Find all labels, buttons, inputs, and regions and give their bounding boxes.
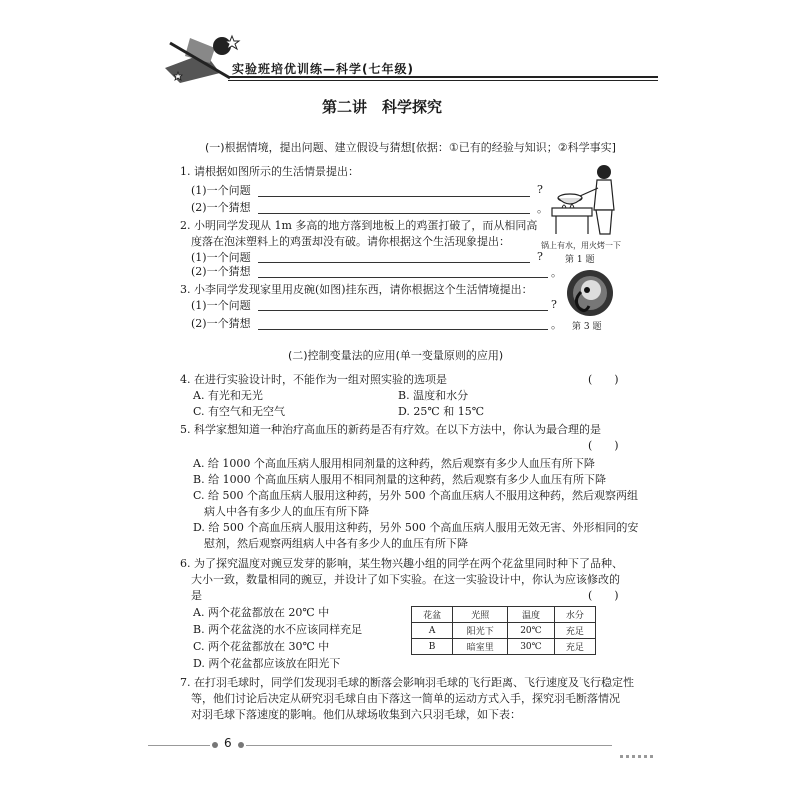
question-3-answer-1-label: (1)一个问题: [191, 299, 251, 312]
question-7-line-1: 7. 在打羽毛球时，同学们发现羽毛球的断落会影响羽毛球的飞行距离、飞行速度及飞行稳定性: [180, 676, 634, 689]
header-rule-thin: [228, 80, 658, 81]
footer-rule-left: [148, 745, 210, 746]
footer-rule-right: [246, 745, 612, 746]
page-title: 第二讲 科学探究: [322, 98, 443, 116]
table-cell: 充足: [554, 623, 595, 639]
question-3-answer-1-line[interactable]: [258, 310, 548, 311]
question-3-answer-2-line[interactable]: [258, 329, 548, 330]
table-cell: B: [412, 639, 453, 655]
question-6-answer-paren[interactable]: ( ): [588, 589, 619, 602]
question-2-stem-1: 2. 小明同学发现从 1m 多高的地方落到地板上的鸡蛋打破了，而从相同高: [180, 219, 538, 232]
question-5-answer-paren[interactable]: ( ): [588, 439, 619, 452]
figure-1-caption: 锅上有水，用火烤一下: [541, 241, 621, 250]
table-header-cell: 水分: [554, 607, 595, 623]
section-heading-2: (二)控制变量法的应用(单一变量原则的应用): [288, 349, 504, 362]
table-header-row: [412, 607, 596, 623]
table-header-cell: 温度: [508, 607, 555, 623]
question-6-option-c: C. 两个花盆都放在 30℃ 中: [193, 640, 330, 653]
question-6-stem-2: 大小一致，数量相同的豌豆，并设计了如下实验。在这一实验设计中，你认为应该修改的: [180, 573, 620, 586]
figure-1-cooking-illustration: [548, 162, 623, 242]
question-6-stem-1: 6. 为了探究温度对豌豆发芽的影响，某生物兴趣小组的同学在两个花盆里同时种下了品种、: [180, 557, 623, 570]
table-row: [412, 639, 596, 655]
question-3-answer-1-end: ?: [551, 298, 557, 311]
question-2-answer-1-label: (1)一个问题: [191, 251, 251, 264]
question-2-answer-1-end: ?: [537, 250, 543, 263]
footer-dot: [238, 742, 244, 748]
question-4-option-d: D. 25℃ 和 15℃: [398, 405, 485, 418]
question-4-option-c: C. 有空气和无空气: [193, 405, 286, 418]
question-3-answer-2-label: (2)一个猜想: [191, 317, 251, 330]
table-cell: 30℃: [508, 639, 555, 655]
figure-1-label: 第 1 题: [565, 255, 595, 265]
table-cell: 阳光下: [453, 623, 508, 639]
question-2-answer-2-line[interactable]: [258, 277, 548, 278]
question-3-stem: 3. 小李同学发现家里用皮碗(如图)挂东西，请你根据这个生活情境提出：: [180, 283, 533, 296]
question-6-table: [411, 606, 596, 655]
table-cell: A: [412, 623, 453, 639]
question-6-option-a: A. 两个花盆都放在 20℃ 中: [193, 606, 330, 619]
question-4-answer-paren[interactable]: ( ): [588, 373, 619, 386]
question-4-stem: 4. 在进行实验设计时，不能作为一组对照实验的选项是: [180, 373, 447, 386]
table-header-cell: 花盆: [412, 607, 453, 623]
figure-3-label: 第 3 题: [572, 322, 602, 332]
footer-dots: [620, 743, 656, 762]
table-cell: 20℃: [508, 623, 555, 639]
question-4-option-b: B. 温度和水分: [398, 389, 469, 402]
footer-dot: [212, 742, 218, 748]
question-1-answer-1-line[interactable]: [258, 196, 530, 197]
question-6-option-d: D. 两个花盆都应该放在阳光下: [193, 657, 341, 670]
question-2-answer-1-line[interactable]: [258, 262, 530, 263]
header-rule: [228, 76, 658, 78]
header-title: 实验班培优训练—科学(七年级): [232, 62, 414, 76]
question-5-option-b: B. 给 1000 个高血压病人服用不相同剂量的这种药，然后观察有多少人血压有所下降: [193, 473, 607, 486]
page-number: 6: [224, 736, 232, 750]
question-5-option-a: A. 给 1000 个高血压病人服用相同剂量的这种药，然后观察有多少人血压有所下降: [193, 457, 595, 470]
question-1-answer-2-label: (2)一个猜想: [191, 201, 251, 214]
question-5-option-d-line-1: D. 给 500 个高血压病人服用这种药，另外 500 个高血压病人服用无效无害、外形相同的安: [193, 521, 639, 534]
question-1-answer-2-end: 。: [537, 202, 548, 215]
question-5-option-c-line-1: C. 给 500 个高血压病人服用这种药，另外 500 个高血压病人不服用这种药，然后观察两组: [193, 489, 638, 502]
question-1-answer-2-line[interactable]: [258, 213, 530, 214]
section-heading-1: (一)根据情境，提出问题、建立假设与猜想[依据：①已有的经验与知识；②科学事实]: [205, 141, 616, 154]
question-7-line-2: 等，他们讨论后决定从研究羽毛球自由下落这一简单的运动方式入手，探究羽毛断落情况: [180, 692, 620, 705]
table-cell: 充足: [554, 639, 595, 655]
table-header-cell: 光照: [453, 607, 508, 623]
question-7-line-3: 对羽毛球下落速度的影响。他们从球场收集到六只羽毛球，如下表：: [180, 708, 521, 721]
question-4-option-a: A. 有光和无光: [193, 389, 263, 402]
question-6-stem-3: 是: [180, 589, 202, 602]
table-cell: 暗室里: [453, 639, 508, 655]
question-1-answer-1-end: ?: [537, 183, 543, 196]
question-2-answer-2-end: 。: [551, 266, 562, 279]
question-2-stem-2: 度落在泡沫塑料上的鸡蛋却没有破。请你根据这个生活现象提出：: [180, 235, 510, 248]
question-3-answer-2-end: 。: [551, 318, 562, 331]
question-1-stem: 1. 请根据如图所示的生活情景提出：: [180, 165, 359, 178]
question-5-stem: 5. 科学家想知道一种治疗高血压的新药是否有疗效。在以下方法中，你认为最合理的是: [180, 423, 601, 436]
question-1-answer-1-label: (1)一个问题: [191, 184, 251, 197]
figure-3-suction-cup-illustration: [565, 268, 615, 318]
question-5-option-c-line-2: 病人中各有多少人的血压有所下降: [193, 505, 369, 518]
question-5-option-d-line-2: 慰剂，然后观察两组病人中各有多少人的血压有所下降: [193, 537, 468, 550]
question-6-option-b: B. 两个花盆浇的水不应该同样充足: [193, 623, 363, 636]
question-2-answer-2-label: (2)一个猜想: [191, 265, 251, 278]
table-row: [412, 623, 596, 639]
